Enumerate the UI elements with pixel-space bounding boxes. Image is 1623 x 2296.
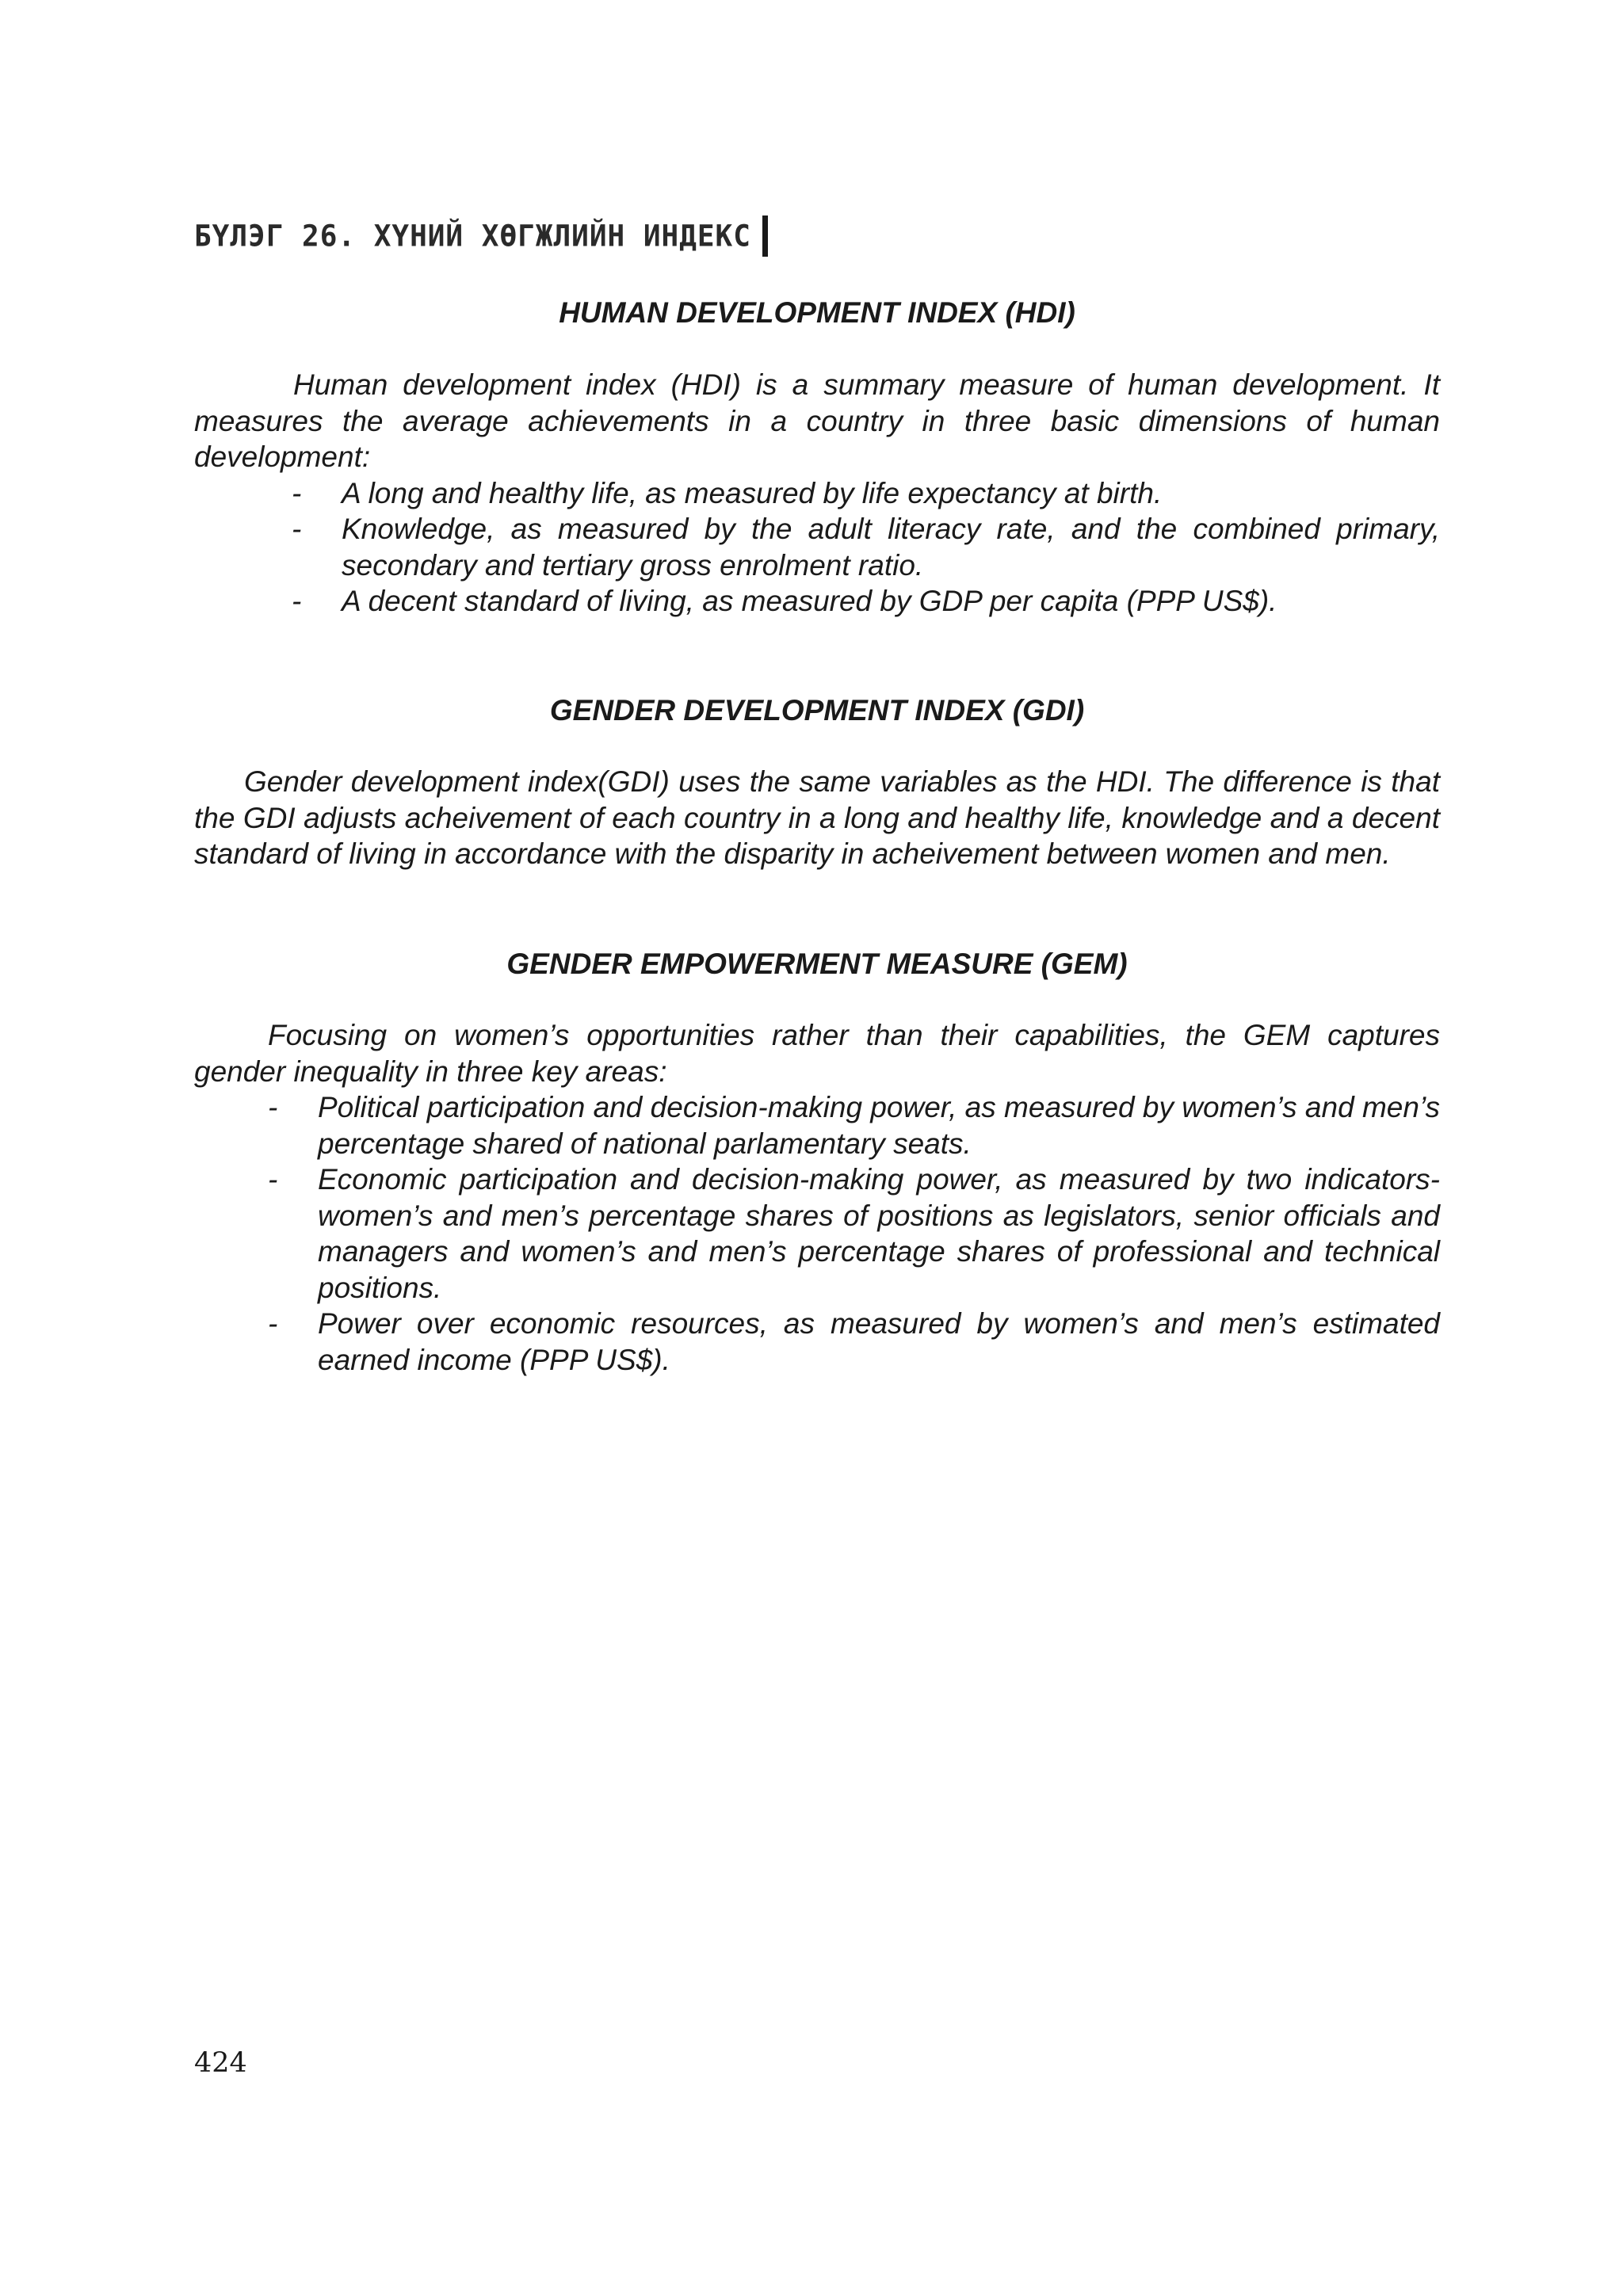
gem-list-item-text: Power over economic resources, as measured by women’s and men’s estimated earned income (PPP US$). [318,1307,1440,1376]
hdi-list-item-text: Knowledge, as measured by the adult literacy rate, and the combined primary, secondary and tertiary gross enrolment ratio. [342,513,1440,582]
gem-heading: GENDER EMPOWERMENT MEASURE (GEM) [506,948,1128,980]
hdi-list-item [292,511,1440,583]
chapter-header [194,215,768,257]
gdi-section [194,764,1440,872]
list-dash: - [292,585,302,617]
hdi-list-item-text: A long and healthy life, as measured by life expectancy at birth. [342,476,1163,509]
page-number: 424 [194,2047,247,2079]
hdi-intro: Human development index (HDI) is a summary measure of human development. It measures the average achievements in a country in three basic dimensions of human development: [194,368,1440,473]
list-dash: - [292,513,302,545]
list-dash: - [268,1091,278,1123]
gem-list [194,1089,1440,1378]
hdi-list-item-text: A decent standard of living, as measured by GDP per capita (PPP US$). [342,585,1277,617]
list-dash: - [268,1163,278,1196]
gdi-paragraph: Gender development index(GDI) uses the same variables as the HDI. The difference is that the GDI adjusts acheivement of each country in a long and healthy life, knowledge and a decent standard of living in accordance with the disparity in acheivement between women and men. [194,765,1440,870]
gem-list-item [268,1306,1440,1378]
gdi-heading: GENDER DEVELOPMENT INDEX (GDI) [549,694,1085,727]
chapter-divider-bar [762,215,768,257]
chapter-title: БҮЛЭГ 26. ХҮНИЙ ХӨГЖЛИЙН ИНДЕКС [194,219,751,254]
hdi-section [194,367,1440,620]
hdi-heading: HUMAN DEVELOPMENT INDEX (HDI) [559,296,1075,329]
gem-list-item [268,1161,1440,1306]
gem-list-item [268,1089,1440,1161]
hdi-list-item [292,583,1440,620]
gem-section [194,1017,1440,1378]
list-dash: - [268,1307,278,1340]
hdi-list [194,475,1440,620]
gem-list-item-text: Political participation and decision-making power, as measured by women’s and men’s percentage shared of national parlamentary seats. [318,1091,1440,1160]
hdi-list-item [292,475,1440,512]
gem-intro: Focusing on women’s opportunities rather than their capabilities, the GEM captures gender inequality in three key areas: [194,1019,1440,1088]
list-dash: - [292,476,302,509]
gem-list-item-text: Economic participation and decision-making power, as measured by two indicators-women’s and men’s percentage shares of positions as legislators, senior officials and managers and women’s and men’s percentage shares of professional and technical positions. [318,1163,1440,1304]
